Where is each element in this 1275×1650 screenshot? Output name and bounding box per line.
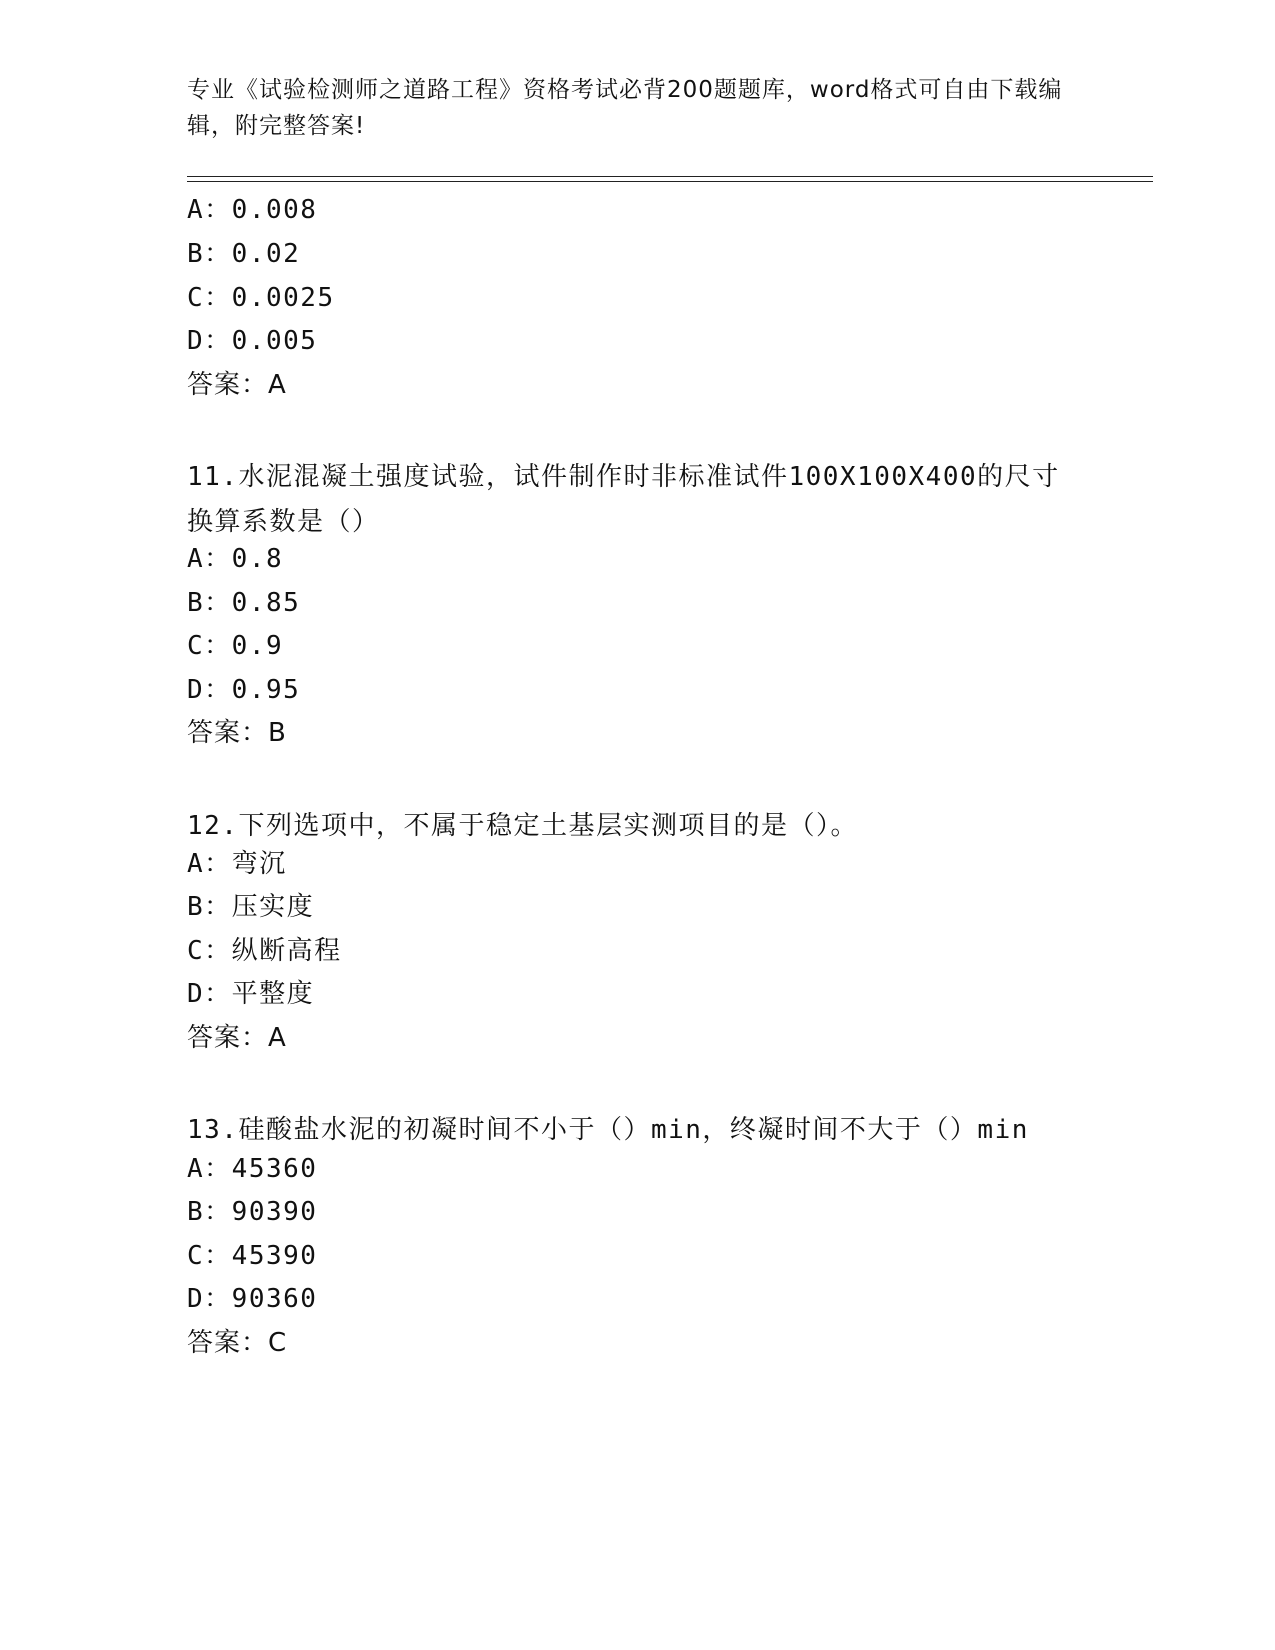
document-header: 专业《试验检测师之道路工程》资格考试必背200题题库，word格式可自由下载编辑，附完整答案! (187, 77, 1063, 139)
question-11-stem: 11.水泥混凝土强度试验，试件制作时非标准试件100X100X400的尺寸换算系数是（） (187, 462, 1060, 537)
prev-option-d: D：0.005 (187, 326, 318, 356)
question-13-option-a: A：45360 (187, 1154, 318, 1184)
question-12-stem: 12.下列选项中，不属于稳定土基层实测项目的是（）。 (187, 811, 858, 841)
question-12-answer: 答案：A (187, 1023, 287, 1053)
prev-answer: 答案：A (187, 370, 287, 400)
question-13-option-c: C：45390 (187, 1241, 318, 1271)
question-13-option-b: B：90390 (187, 1197, 318, 1227)
question-13-answer: 答案：C (187, 1328, 288, 1358)
header-rule-top (187, 176, 1153, 177)
question-12-option-b: B：压实度 (187, 892, 315, 922)
question-11-option-d: D：0.95 (187, 675, 301, 705)
question-13-option-d: D：90360 (187, 1284, 318, 1314)
question-12-option-d: D：平整度 (187, 979, 315, 1009)
question-11-option-a: A：0.8 (187, 544, 284, 574)
question-12-option-c: C：纵断高程 (187, 936, 342, 966)
question-11-answer: 答案：B (187, 718, 287, 748)
question-12-option-a: A：弯沉 (187, 849, 287, 879)
header-rule-bottom (187, 181, 1153, 182)
question-11-option-c: C：0.9 (187, 631, 284, 661)
prev-option-b: B：0.02 (187, 239, 301, 269)
question-13-stem: 13.硅酸盐水泥的初凝时间不小于（）min，终凝时间不大于（）min (187, 1115, 1029, 1145)
prev-option-c: C：0.0025 (187, 283, 335, 313)
prev-option-a: A：0.008 (187, 195, 318, 225)
question-11-option-b: B：0.85 (187, 588, 301, 618)
